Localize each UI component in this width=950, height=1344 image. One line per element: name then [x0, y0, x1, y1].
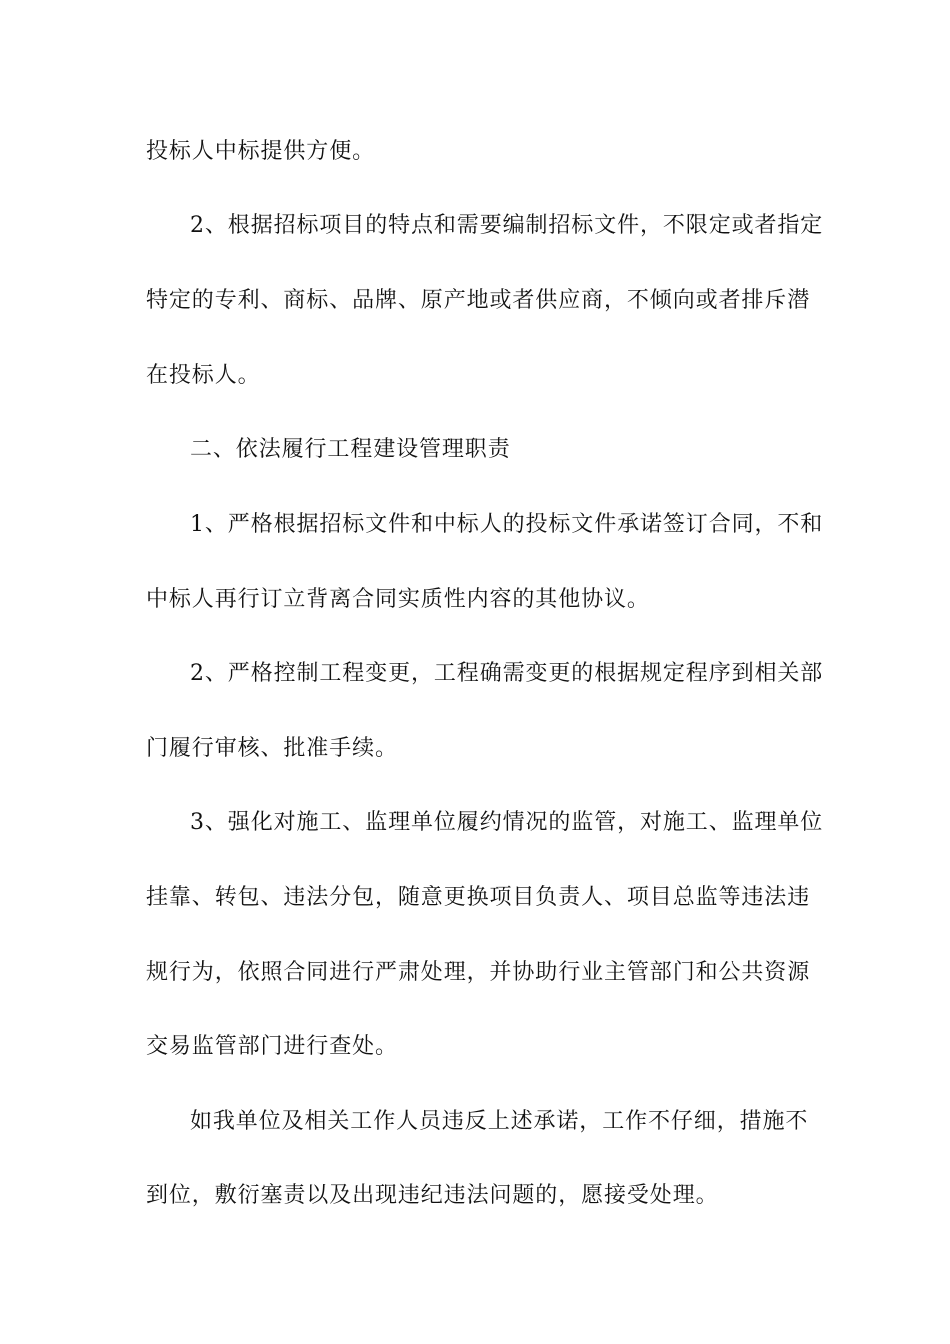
section-heading: 二、依法履行工程建设管理职责 — [190, 437, 511, 462]
paragraph-line: 规行为，依照合同进行严肃处理，并协助行业主管部门和公共资源 — [146, 960, 811, 985]
paragraph-line: 投标人中标提供方便。 — [146, 139, 376, 164]
paragraph-line: 3、强化对施工、监理单位履约情况的监管，对施工、监理单位 — [190, 810, 824, 835]
paragraph-line: 2、根据招标项目的特点和需要编制招标文件，不限定或者指定 — [190, 213, 824, 238]
paragraph-line: 如我单位及相关工作人员违反上述承诺，工作不仔细，措施不 — [190, 1109, 809, 1134]
paragraph-line: 特定的专利、商标、品牌、原产地或者供应商，不倾向或者排斥潜 — [146, 288, 811, 313]
paragraph-line: 门履行审核、批准手续。 — [146, 736, 398, 761]
paragraph-line: 到位，敷衍塞责以及出现违纪违法问题的，愿接受处理。 — [146, 1183, 719, 1208]
paragraph-line: 中标人再行订立背离合同实质性内容的其他协议。 — [146, 587, 650, 612]
paragraph-line: 交易监管部门进行查处。 — [146, 1034, 398, 1059]
paragraph-line: 2、严格控制工程变更，工程确需变更的根据规定程序到相关部 — [190, 661, 824, 686]
paragraph-line: 在投标人。 — [146, 363, 261, 388]
paragraph-line: 挂靠、转包、违法分包，随意更换项目负责人、项目总监等违法违 — [146, 885, 811, 910]
paragraph-line: 1、严格根据招标文件和中标人的投标文件承诺签订合同，不和 — [190, 512, 824, 537]
